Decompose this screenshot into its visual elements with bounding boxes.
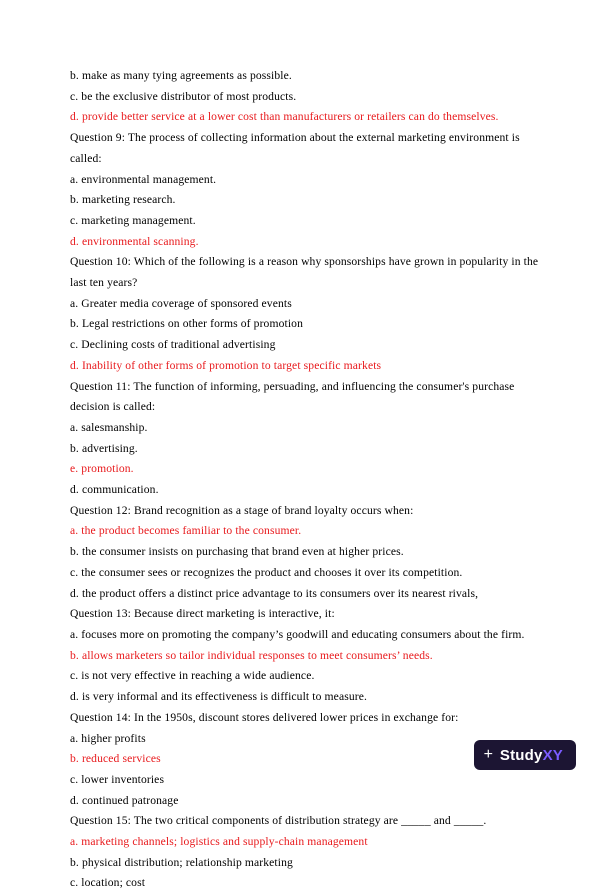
document-line: Question 11: The function of informing, persuading, and influencing the consumer's purchase decision is called:	[70, 379, 518, 414]
watermark-xy-text: XY	[542, 746, 563, 764]
document-line: Question 13: Because direct marketing is interactive, it:	[70, 607, 335, 621]
document-line: d. communication.	[70, 483, 159, 497]
document-line: a. the product becomes familiar to the consumer.	[70, 524, 302, 538]
document-line: d. is very informal and its effectiveness is difficult to measure.	[70, 690, 367, 704]
document-line: d. environmental scanning.	[70, 234, 199, 248]
document-line: a. focuses more on promoting the company’s goodwill and educating consumers about the firm.	[70, 627, 525, 641]
document-line: b. the consumer insists on purchasing that brand even at higher prices.	[70, 545, 404, 559]
document-line: a. Greater media coverage of sponsored events	[70, 296, 292, 310]
document-line: Question 15: The two critical components of distribution strategy are _____ and _____.	[70, 814, 487, 828]
document-line: c. location; cost	[70, 876, 146, 890]
document-line: c. lower inventories	[70, 772, 165, 786]
document-line: b. marketing research.	[70, 193, 176, 207]
document-line: c. is not very effective in reaching a wide audience.	[70, 669, 315, 683]
document-line: d. Inability of other forms of promotion to target specific markets	[70, 358, 382, 372]
document-line: Question 9: The process of collecting information about the external marketing environment is called:	[70, 131, 523, 165]
document-line: b. make as many tying agreements as possible.	[70, 69, 292, 82]
document-line: a. higher profits	[70, 731, 146, 745]
watermark-label	[500, 748, 563, 763]
watermark-study-text: Study	[499, 746, 543, 764]
document-line: e. promotion.	[70, 462, 134, 476]
plus-icon: +	[483, 746, 493, 763]
document-line: c. Declining costs of traditional advertising	[70, 338, 276, 352]
document-line: b. reduced services	[70, 752, 161, 766]
document-line: c. marketing management.	[70, 213, 196, 227]
document-line: a. marketing channels; logistics and supply-chain management	[70, 835, 368, 849]
document-line: b. physical distribution; relationship marketing	[70, 855, 293, 869]
document-line: d. provide better service at a lower cost than manufacturers or retailers can do themselves.	[70, 110, 499, 124]
document-line: b. advertising.	[70, 441, 138, 455]
document-line: d. the product offers a distinct price advantage to its consumers over its nearest rivals,	[70, 586, 479, 600]
document-line: a. salesmanship.	[70, 420, 148, 434]
document-line: b. Legal restrictions on other forms of promotion	[70, 317, 304, 331]
document-line: Question 10: Which of the following is a reason why sponsorships have grown in popularity in the last ten years?	[70, 255, 542, 290]
document-line: Question 14: In the 1950s, discount stores delivered lower prices in exchange for:	[70, 710, 459, 724]
document-line: a. environmental management.	[70, 172, 217, 186]
document-line: c. the consumer sees or recognizes the product and chooses it over its competition.	[70, 565, 463, 579]
studyxy-watermark	[474, 740, 576, 770]
question-list	[70, 66, 542, 894]
document-line: d. continued patronage	[70, 793, 179, 807]
document-line: Question 12: Brand recognition as a stage of brand loyalty occurs when:	[70, 503, 414, 517]
document-line: b. allows marketers so tailor individual responses to meet consumers’ needs.	[70, 648, 433, 662]
document-line: c. be the exclusive distributor of most products.	[70, 89, 297, 103]
